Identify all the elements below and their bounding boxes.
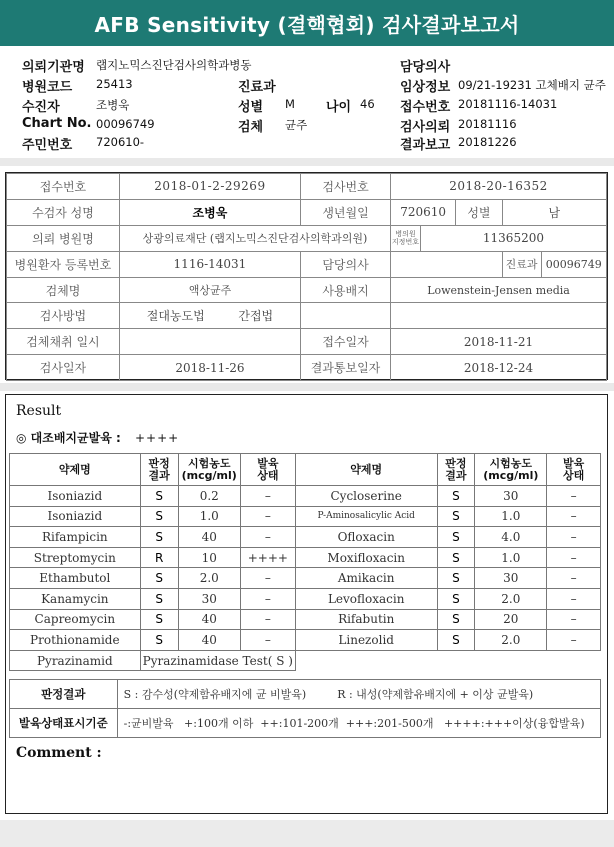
judgement-criteria xyxy=(117,680,600,709)
drug-name: Ethambutol xyxy=(10,568,141,589)
specimen-label: 검체 xyxy=(238,120,264,135)
report-title: AFB Sensitivity (결핵협회) 검사결과보고서 xyxy=(94,12,520,37)
drug-conc: 40 xyxy=(178,609,240,630)
drug-conc: 30 xyxy=(178,588,240,609)
col-conc: 시험농도 (mcg/ml) xyxy=(178,454,240,486)
drug-growth: – xyxy=(240,588,295,609)
form-collect-label: 검체채취 일시 xyxy=(7,329,120,355)
drug-result: S xyxy=(437,568,475,589)
chart-value: 00096749 xyxy=(96,117,155,131)
drug-name: Kanamycin xyxy=(10,588,141,609)
drug-name: Pyrazinamid xyxy=(10,650,141,671)
control-growth-label: ◎ 대조배지균발육 : xyxy=(16,431,121,445)
age-value: 46 xyxy=(360,97,375,111)
form-birth-value: 720610 xyxy=(391,199,456,225)
drug-name: Isoniazid xyxy=(10,506,141,527)
form-empty-cell xyxy=(300,303,390,329)
receipt-no-label: 접수번호 xyxy=(400,100,451,115)
drug-result: S xyxy=(437,588,475,609)
form-test-date-value: 2018-11-26 xyxy=(119,355,300,381)
section-divider xyxy=(0,158,614,166)
drug-result: S xyxy=(140,486,178,507)
form-method-label: 검사방법 xyxy=(7,303,120,329)
form-sex-value: 남 xyxy=(502,199,606,225)
form-received-label: 접수일자 xyxy=(300,329,390,355)
result-title: Result xyxy=(16,403,62,419)
drug-result: S xyxy=(437,547,475,568)
form-received-value: 2018-11-21 xyxy=(391,329,607,355)
resident-label: 주민번호 xyxy=(22,138,73,153)
empty-cell xyxy=(295,650,600,671)
drug-growth: ++++ xyxy=(240,547,295,568)
drug-growth: – xyxy=(547,486,601,507)
control-growth-value: ++++ xyxy=(134,431,180,445)
specimen-value: 균주 xyxy=(285,118,308,132)
drug-name: Capreomycin xyxy=(10,609,141,630)
drug-growth: – xyxy=(240,527,295,548)
drug-name: Moxifloxacin xyxy=(295,547,437,568)
resident-value: 720610- xyxy=(96,135,145,149)
form-name-value: 조병욱 xyxy=(119,199,300,225)
drug-growth: – xyxy=(547,630,601,651)
judgement-r: R : 내성(약제함유배지에 + 이상 균발육) xyxy=(337,688,534,701)
hospital-code-value: 25413 xyxy=(96,77,133,91)
patient-value: 조병욱 xyxy=(96,98,130,112)
drug-growth: – xyxy=(547,547,601,568)
drug-name: Levofloxacin xyxy=(295,588,437,609)
chart-label: Chart No. xyxy=(22,116,92,131)
form-reg-no-value: 1116-14031 xyxy=(119,251,300,277)
drug-conc: 0.2 xyxy=(178,486,240,507)
page-bottom-gutter xyxy=(0,820,614,847)
drug-growth: – xyxy=(547,568,601,589)
sex-label: 성별 xyxy=(238,100,264,115)
drug-name: Rifabutin xyxy=(295,609,437,630)
drug-result: R xyxy=(140,547,178,568)
table-row xyxy=(10,568,601,589)
form-name-label: 수검자 성명 xyxy=(7,199,120,225)
drug-result: S xyxy=(437,506,475,527)
doctor-label: 담당의사 xyxy=(400,60,451,75)
drug-growth: – xyxy=(240,630,295,651)
form-dept-label: 진료과 xyxy=(502,251,541,277)
col-growth: 발육 상태 xyxy=(240,454,295,486)
result-box xyxy=(5,394,608,814)
col-drug: 약제명 xyxy=(295,454,437,486)
report-title-bar xyxy=(0,0,614,46)
form-method-value xyxy=(119,303,300,329)
form-receipt-no-label: 접수번호 xyxy=(7,174,120,200)
sex-value: M xyxy=(285,97,295,111)
drug-growth: – xyxy=(547,588,601,609)
form-hospital-label: 의뢰 병원명 xyxy=(7,225,120,251)
drug-conc: 2.0 xyxy=(475,630,547,651)
receipt-no-value: 20181116-14031 xyxy=(458,97,558,111)
form-test-no-label: 검사번호 xyxy=(300,174,390,200)
drug-name: Rifampicin xyxy=(10,527,141,548)
drug-name: Linezolid xyxy=(295,630,437,651)
drug-name: Amikacin xyxy=(295,568,437,589)
form-test-no-value: 2018-20-16352 xyxy=(391,174,607,200)
col-conc: 시험농도 (mcg/ml) xyxy=(475,454,547,486)
drug-name: Isoniazid xyxy=(10,486,141,507)
form-collect-value xyxy=(119,329,300,355)
form-receipt-no-value: 2018-01-2-29269 xyxy=(119,174,300,200)
drug-result: S xyxy=(437,630,475,651)
pyrazinamid-row xyxy=(10,650,601,671)
comment-label: Comment : xyxy=(16,745,102,761)
form-medium-label: 사용배지 xyxy=(300,277,390,303)
drug-growth: – xyxy=(547,506,601,527)
request-form-box xyxy=(5,172,608,380)
request-form-table xyxy=(6,173,607,381)
form-reg-no-label: 병원환자 등록번호 xyxy=(7,251,120,277)
drug-conc: 2.0 xyxy=(475,588,547,609)
request-label: 검사의뢰 xyxy=(400,120,451,135)
drug-name: P-Aminosalicylic Acid xyxy=(295,506,437,527)
form-doctor-value xyxy=(391,251,503,277)
age-label: 나이 xyxy=(326,100,352,115)
sensitivity-table xyxy=(9,453,601,671)
table-row xyxy=(10,609,601,630)
drug-conc: 4.0 xyxy=(475,527,547,548)
form-method-1: 절대농도법 xyxy=(146,309,205,324)
drug-growth: – xyxy=(240,568,295,589)
growth-criteria: -:균비발육 +:100개 이하 ++:101-200개 +++:201-500개 ++++:+++이상(융합발육) xyxy=(117,709,600,738)
form-test-date-label: 검사일자 xyxy=(7,355,120,381)
drug-conc: 1.0 xyxy=(178,506,240,527)
form-designated-label xyxy=(391,225,421,251)
drug-conc: 30 xyxy=(475,568,547,589)
form-specimen-label: 검체명 xyxy=(7,277,120,303)
form-designated-value: 11365200 xyxy=(420,225,606,251)
drug-conc: 1.0 xyxy=(475,506,547,527)
patient-info-section xyxy=(0,54,614,154)
control-growth xyxy=(16,429,179,446)
table-row xyxy=(10,547,601,568)
form-medium-value: Lowenstein-Jensen media xyxy=(391,277,607,303)
table-row xyxy=(10,527,601,548)
drug-conc: 2.0 xyxy=(178,568,240,589)
table-header-row xyxy=(10,454,601,486)
report-value: 20181226 xyxy=(458,135,517,149)
drug-result: S xyxy=(140,609,178,630)
drug-result: S xyxy=(140,527,178,548)
form-doctor-label: 담당의사 xyxy=(300,251,390,277)
drug-conc: 20 xyxy=(475,609,547,630)
drug-growth: – xyxy=(547,527,601,548)
request-value: 20181116 xyxy=(458,117,517,131)
drug-result: S xyxy=(140,588,178,609)
form-hospital-value: 상광의료재단 (랩지노믹스진단검사의학과의원) xyxy=(119,225,390,251)
form-method-2: 간접법 xyxy=(238,309,274,324)
col-judge: 판정 결과 xyxy=(140,454,178,486)
judgement-s: S : 감수성(약제함유배지에 균 비발육) xyxy=(123,688,307,701)
form-notify-label: 결과통보일자 xyxy=(300,355,390,381)
clinical-value: 09/21-19231 고체배지 균주 xyxy=(458,78,606,92)
clinical-label: 임상정보 xyxy=(400,80,451,95)
form-empty-cell xyxy=(391,303,607,329)
table-row xyxy=(10,630,601,651)
drug-conc: 10 xyxy=(178,547,240,568)
pyrazinamidase-test: Pyrazinamidase Test( S ) xyxy=(140,650,295,671)
drug-growth: – xyxy=(240,609,295,630)
col-judge: 판정 결과 xyxy=(437,454,475,486)
institution-label: 의뢰기관명 xyxy=(22,60,85,75)
form-birth-label: 생년월일 xyxy=(300,199,390,225)
drug-conc: 30 xyxy=(475,486,547,507)
section-divider xyxy=(0,383,614,391)
form-notify-value: 2018-12-24 xyxy=(391,355,607,381)
drug-result: S xyxy=(140,506,178,527)
drug-conc: 1.0 xyxy=(475,547,547,568)
drug-result: S xyxy=(140,568,178,589)
col-drug: 약제명 xyxy=(10,454,141,486)
drug-result: S xyxy=(140,630,178,651)
growth-criteria-label: 발육상태표시기준 xyxy=(10,709,118,738)
form-specimen-value: 액상균주 xyxy=(119,277,300,303)
table-row xyxy=(10,486,601,507)
form-designated-label-2: 지정번호 xyxy=(391,238,419,247)
form-sex-label: 성별 xyxy=(456,199,502,225)
report-label: 결과보고 xyxy=(400,138,451,153)
judgement-label: 판정결과 xyxy=(10,680,118,709)
drug-result: S xyxy=(437,609,475,630)
drug-growth: – xyxy=(240,506,295,527)
drug-conc: 40 xyxy=(178,527,240,548)
drug-name: Streptomycin xyxy=(10,547,141,568)
form-dept-value: 00096749 xyxy=(541,251,606,277)
legend-table xyxy=(9,679,601,738)
drug-name: Ofloxacin xyxy=(295,527,437,548)
institution-value: 랩지노믹스진단검사의학과병동 xyxy=(96,58,252,72)
drug-result: S xyxy=(437,527,475,548)
form-designated-label-1: 병의원 xyxy=(395,230,416,239)
table-row xyxy=(10,588,601,609)
col-growth: 발육 상태 xyxy=(547,454,601,486)
hospital-code-label: 병원코드 xyxy=(22,80,73,95)
drug-growth: – xyxy=(547,609,601,630)
drug-name: Prothionamide xyxy=(10,630,141,651)
drug-conc: 40 xyxy=(178,630,240,651)
drug-growth: – xyxy=(240,486,295,507)
drug-name: Cycloserine xyxy=(295,486,437,507)
table-row xyxy=(10,506,601,527)
dept-label: 진료과 xyxy=(238,80,276,95)
drug-result: S xyxy=(437,486,475,507)
patient-label: 수진자 xyxy=(22,100,60,115)
